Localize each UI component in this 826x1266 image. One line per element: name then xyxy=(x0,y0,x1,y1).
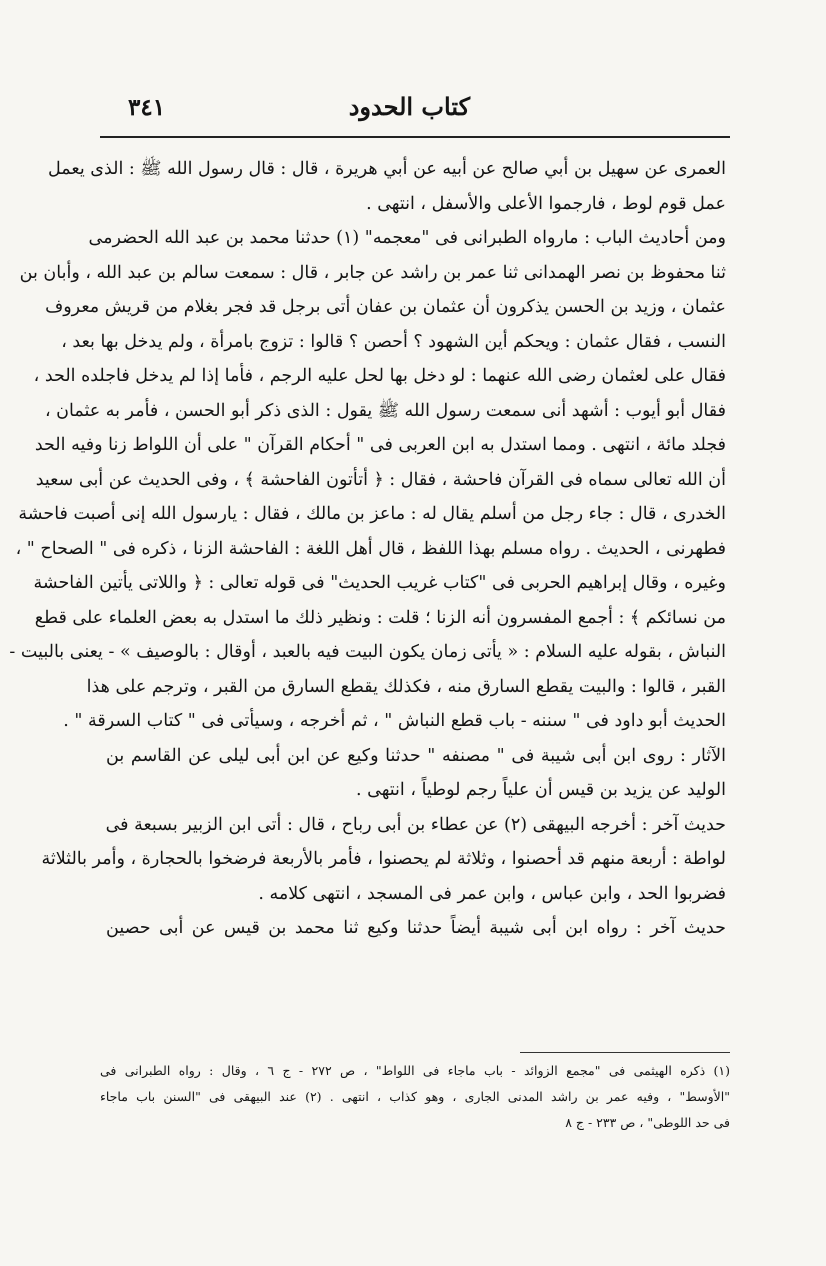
chapter-title: كتاب الحدود xyxy=(348,92,470,121)
footnote-line: (١) ذكره الهيثمى فى "مجمع الزوائد - باب ماجاء فى اللواط" ، ص ٢٧٢ - ج ٦ ، وقال : رواه الطبرانى فى xyxy=(100,1063,730,1078)
text-line: فقال على لعثمان رضى الله عنهما : لو دخل بها لحل عليه الرجم ، فأما إذا لم يدخل فاجلده الحد ، xyxy=(33,366,726,386)
text-line: الخدرى ، قال : جاء رجل من أسلم يقال له : ماعز بن مالك ، فقال : يارسول الله إنى أصبت فاحشة xyxy=(18,504,726,524)
text-line: حديث آخر : أخرجه البيهقى (٢) عن عطاء بن أبى رباح ، قال : أتى ابن الزبير بسبعة فى xyxy=(105,814,726,835)
page-header xyxy=(100,92,730,132)
footnote-line: "الأوسط" ، وفيه عمر بن راشد المدنى الجارى ، وهو كذاب ، انتهى . (٢) عند البيهقى فى "السنن باب ماجاء xyxy=(100,1089,730,1104)
text-line: عمل قوم لوط ، فارجموا الأعلى والأسفل ، انتهى . xyxy=(366,193,726,214)
footnote-divider xyxy=(520,1052,730,1053)
text-line: من نسائكم ﴾ : أجمع المفسرون أنه الزنا ؛ قلت : ونظير ذلك ما استدل به بعض العلماء على قطع xyxy=(34,607,726,628)
text-line: النسب ، فقال عثمان : ويحكم أين الشهود ؟ أحصن ؟ قالوا : تزوج بامرأة ، ولم يدخل بها بعد ، xyxy=(61,331,726,352)
text-line: القبر ، قالوا : والبيت يقطع السارق منه ، فكذلك يقطع السارق من القبر ، وترجم على هذا xyxy=(86,676,726,697)
text-line: أن الله تعالى سماه فى القرآن فاحشة ، فقال : ﴿ أتأتون الفاحشة ﴾ ، وفى الحديث عن أبى سعيد xyxy=(35,469,726,490)
text-line: حديث آخر : رواه ابن أبى شيبة أيضاً حدثنا وكيع ثنا محمد بن قيس عن أبى حصين xyxy=(106,918,726,938)
page-number: ٣٤١ xyxy=(128,94,166,121)
text-line: فجلد مائة ، انتهى . ومما استدل به ابن العربى فى " أحكام القرآن " على أن اللواط زنا وفيه الحد xyxy=(34,435,726,455)
text-line: فقال أبو أيوب : أشهد أنى سمعت رسول الله ﷺ يقول : الذى ذكر أبو الحسن ، فأمر به عثمان ، xyxy=(44,400,726,421)
text-line: فضربوا الحد ، وابن عباس ، وابن عمر فى المسجد ، انتهى كلامه . xyxy=(258,883,726,904)
text-line: الآثار : روى ابن أبى شيبة فى " مصنفه " حدثنا وكيع عن ابن أبى ليلى عن القاسم بن xyxy=(106,745,726,766)
text-line: الوليد عن يزيد بن قيس أن علياً رجم لوطياً ، انتهى . xyxy=(356,780,726,800)
text-line: لواطة : أربعة منهم قد أحصنوا ، وثلاثة لم يحصنوا ، فأمر بالأربعة فرضخوا بالحجارة ، وأمر بالثلاثة xyxy=(41,849,726,869)
text-line: ثنا محفوظ بن نصر الهمدانى ثنا عمر بن راشد عن جابر ، قال : سمعت سالم بن عبد الله ، وأبان بن xyxy=(19,262,726,283)
text-line: فطهرنى ، الحديث . رواه مسلم بهذا اللفظ ، قال أهل اللغة : الفاحشة الزنا ، ذكره فى " الصحاح " ، xyxy=(15,538,726,559)
text-line: ومن أحاديث الباب : مارواه الطبرانى فى "معجمه" (١) حدثنا محمد بن عبد الله الحضرمى xyxy=(88,228,726,248)
text-line: العمرى عن سهيل بن أبي صالح عن أبيه عن أبي هريرة ، قال : قال رسول الله ﷺ : الذى يعمل xyxy=(48,159,726,179)
main-text xyxy=(9,152,726,946)
text-line: وغيره ، وقال إبراهيم الحربى فى "كتاب غريب الحديث" فى قوله تعالى : ﴿ واللاتى يأتين الفاحشة xyxy=(33,573,726,593)
text-line: عثمان ، وزيد بن الحسن يذكرون أن عثمان بن عفان أتى برجل قد فجر بغلام من قريش معروف xyxy=(45,297,726,317)
footnote-line: فى حد اللوطى" ، ص ٢٣٣ - ج ٨ xyxy=(565,1115,730,1130)
footnotes xyxy=(100,1058,730,1136)
text-line: الحديث أبو داود فى " سننه - باب قطع النباش " ، ثم أخرجه ، وسيأتى فى " كتاب السرقة " . xyxy=(63,711,726,731)
header-divider xyxy=(100,136,730,138)
text-line: النباش ، بقوله عليه السلام : « يأتى زمان يكون البيت فيه بالعبد ، أوقال : بالوصيف » - يعنى بالبيت - xyxy=(9,642,726,662)
